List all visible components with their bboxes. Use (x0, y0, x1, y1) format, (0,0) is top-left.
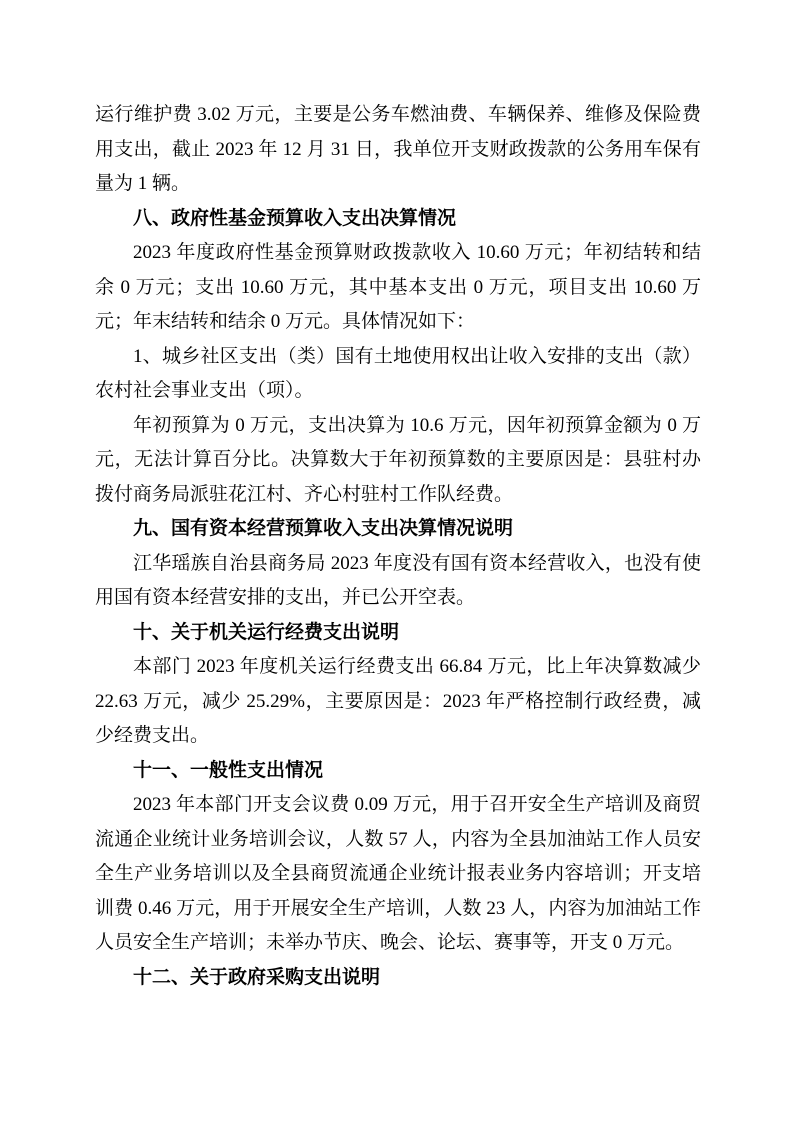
paragraph: 2023 年本部门开支会议费 0.09 万元，用于召开安全生产培训及商贸流通企业统计业务培训会议，人数 57 人，内容为全县加油站工作人员安全生产业务培训以及全县商贸流通企业统计报表业务内容培训；开支培训费 0.46 万元，用于开展安全生产培训，人数 23 人，内容为加油站工作人员安全生产培训；未举办节庆、晚会、论坛、赛事等，开支 0 万元。 (95, 794, 701, 953)
paragraph: 本部门 2023 年度机关运行经费支出 66.84 万元，比上年决算数减少 22.63 万元，减少 25.29%，主要原因是：2023 年严格控制行政经费，减少经费支出。 (95, 656, 701, 746)
paragraph: 2023 年度政府性基金预算财政拨款收入 10.60 万元；年初结转和结余 0 万元；支出 10.60 万元，其中基本支出 0 万元，项目支出 10.60 万元；年末结转和结余 0 万元。具体情况如下： (95, 242, 701, 332)
section-heading-10: 十、关于机关运行经费支出说明 (133, 621, 400, 643)
section-heading-9: 九、国有资本经营预算收入支出决算情况说明 (133, 518, 514, 539)
section-heading-11: 十一、一般性支出情况 (133, 759, 324, 781)
paragraph: 年初预算为 0 万元，支出决算为 10.6 万元，因年初预算金额为 0 万元，无法计算百分比。决算数大于年初预算数的主要原因是：县驻村办拨付商务局派驻花江村、齐心村驻村工作队经费。 (95, 414, 701, 505)
section-heading-12: 十二、关于政府采购支出说明 (133, 966, 381, 988)
section-heading-8: 八、政府性基金预算收入支出决算情况 (133, 207, 457, 229)
paragraph: 1、城乡社区支出（类）国有土地使用权出让收入安排的支出（款）农村社会事业支出（项）。 (95, 345, 701, 401)
paragraph: 运行维护费 3.02 万元，主要是公务车燃油费、车辆保养、维修及保险费用支出，截止 2023 年 12 月 31 日，我单位开支财政拨款的公务用车保有量为 1 辆。 (95, 104, 701, 194)
paragraph: 江华瑶族自治县商务局 2023 年度没有国有资本经营收入，也没有使用国有资本经营安排的支出，并已公开空表。 (95, 552, 701, 608)
